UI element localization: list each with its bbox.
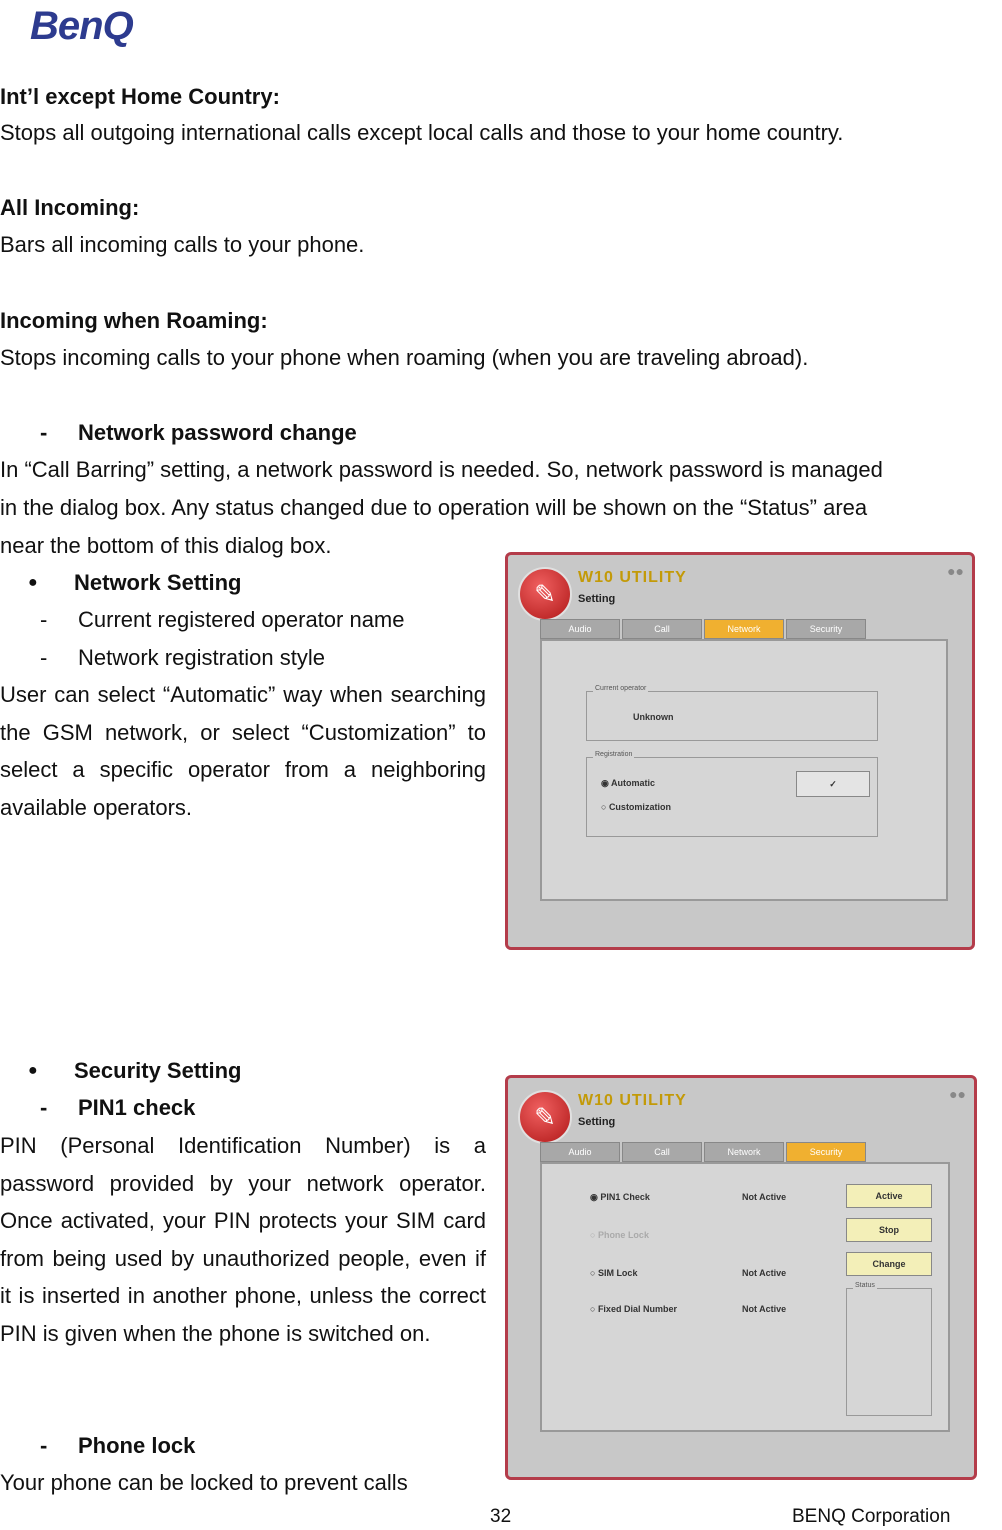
bullet-icon: ●	[28, 574, 38, 591]
wrench-icon: ✎	[518, 567, 572, 621]
intl-body: Stops all outgoing international calls except local calls and those to your home country.	[0, 120, 844, 145]
operator-group	[586, 685, 878, 741]
registration-group	[586, 751, 878, 837]
network-body: User can select “Automatic” way when searching the GSM network, or select “Customization” to select a specific operator from a neighboring available operators.	[0, 682, 486, 820]
dash-marker: -	[40, 420, 48, 445]
network-settings-screenshot	[505, 552, 975, 950]
netpw-body-3: near the bottom of this dialog box.	[0, 533, 332, 558]
pin1-title: PIN1 check	[78, 1095, 196, 1120]
app-subtitle: Setting	[578, 593, 616, 605]
app-subtitle: Setting	[578, 1116, 616, 1128]
security-panel	[540, 1162, 950, 1432]
tab-call[interactable]: Call	[622, 1142, 702, 1162]
operator-group-label: Current operator	[595, 685, 647, 692]
status-box	[846, 1282, 932, 1416]
operator-value: Unknown	[633, 712, 674, 722]
app-title: W10 UTILITY	[578, 569, 687, 586]
tab-audio[interactable]: Audio	[540, 619, 620, 639]
dash-marker: -	[40, 1433, 48, 1458]
status-box-label: Status	[855, 1282, 875, 1289]
pin1-body: PIN (Personal Identification Number) is a password provided by your network operator. Once activated, your PIN protects your SIM card from being used by unauthorized people, even if it is inserted in another phone, unless the correct PIN is given when the phone is switched on.	[0, 1133, 486, 1346]
option-pin1-check-label: PIN1 Check	[600, 1192, 650, 1202]
radio-customization-label: Customization	[608, 802, 671, 812]
radio-customization[interactable]: ○ Customization	[601, 802, 671, 812]
tab-audio[interactable]: Audio	[540, 1142, 620, 1162]
stop-button[interactable]: Stop	[846, 1218, 932, 1242]
page-number: 32	[490, 1506, 512, 1527]
option-fixed-dial[interactable]: ○ Fixed Dial Number	[590, 1304, 677, 1314]
status-fixed-dial: Not Active	[742, 1304, 787, 1314]
registration-group-label: Registration	[595, 751, 633, 758]
incoming-title: All Incoming:	[0, 195, 140, 220]
phonelock-body: Your phone can be locked to prevent calls	[0, 1470, 408, 1495]
dash-marker: -	[40, 645, 48, 670]
roaming-title: Incoming when Roaming:	[0, 308, 268, 333]
radio-automatic-label: Automatic	[611, 778, 656, 788]
tab-call[interactable]: Call	[622, 619, 702, 639]
wrench-icon: ✎	[518, 1090, 572, 1144]
active-button[interactable]: Active	[846, 1184, 932, 1208]
footer-company: BENQ Corporation	[792, 1506, 951, 1527]
intl-title: Int’l except Home Country:	[0, 84, 280, 109]
dash-marker: -	[40, 1095, 48, 1120]
netpw-title: Network password change	[78, 420, 357, 445]
bullet-icon: ●	[28, 1062, 38, 1079]
tab-security[interactable]: Security	[786, 619, 866, 639]
option-sim-lock[interactable]: ○ SIM Lock	[590, 1268, 638, 1278]
app-title: W10 UTILITY	[578, 1092, 687, 1109]
radio-automatic[interactable]: ◉ Automatic	[601, 778, 656, 788]
incoming-body: Bars all incoming calls to your phone.	[0, 232, 365, 257]
tab-security[interactable]: Security	[786, 1142, 866, 1162]
dash-marker: -	[40, 607, 48, 632]
status-pin1: Not Active	[742, 1192, 787, 1202]
benq-logo: BenQ	[30, 4, 133, 48]
netpw-body-1: In “Call Barring” setting, a network password is needed. So, network password is managed	[0, 457, 883, 482]
network-item-2-text: Network registration style	[78, 645, 325, 670]
roaming-body: Stops incoming calls to your phone when roaming (when you are traveling abroad).	[0, 345, 809, 370]
window-controls-icon[interactable]: ●●	[947, 563, 964, 579]
option-phone-lock[interactable]: ○ Phone Lock	[590, 1230, 649, 1240]
network-setting-title: Network Setting	[74, 570, 242, 595]
security-settings-screenshot	[505, 1075, 977, 1480]
option-phone-lock-label: Phone Lock	[597, 1230, 649, 1240]
tab-network[interactable]: Network	[704, 1142, 784, 1162]
option-fixed-dial-label: Fixed Dial Number	[597, 1304, 677, 1314]
network-item-1-text: Current registered operator name	[78, 607, 405, 632]
network-panel	[540, 639, 948, 901]
change-button[interactable]: Change	[846, 1252, 932, 1276]
phonelock-title: Phone lock	[78, 1433, 196, 1458]
option-pin1-check[interactable]: ◉ PIN1 Check	[590, 1192, 650, 1202]
window-controls-icon[interactable]: ●●	[949, 1086, 966, 1102]
confirm-button[interactable]: ✓	[796, 771, 870, 797]
status-sim-lock: Not Active	[742, 1268, 787, 1278]
option-sim-lock-label: SIM Lock	[597, 1268, 638, 1278]
security-setting-title: Security Setting	[74, 1058, 242, 1083]
tab-network[interactable]: Network	[704, 619, 784, 639]
netpw-body-2: in the dialog box. Any status changed due to operation will be shown on the “Status” area	[0, 495, 868, 520]
